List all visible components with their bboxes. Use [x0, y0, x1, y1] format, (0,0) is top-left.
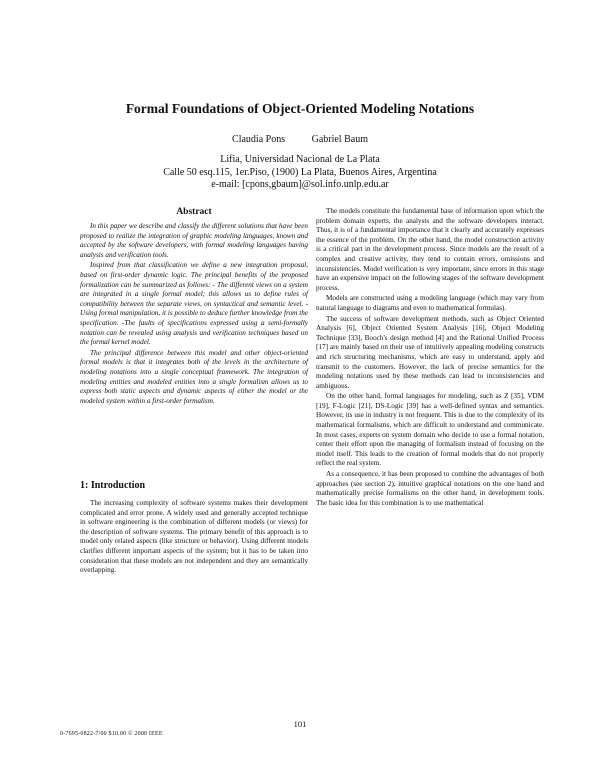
- body-paragraph: The success of software development methods, such as Object Oriented Analysis [6], Object Oriented System Analysis [16], Object Modeling Technique [33], Booch's design method [4] and the Rational Unified Process [17] are mainly based on their use of intuitively appealing modeling constructs and rich structuring mechanisms, which are easy to understand, apply and transmit to the customers. However, the lack of precise semantics for the modeling notations used by these methods can lead to inconsistencies and ambiguous.: [316, 314, 544, 390]
- affiliation-line: Lifia, Universidad Nacional de La Plata: [220, 154, 380, 165]
- abstract-paragraph: Inspired from that classification we define a new integration proposal, based on first-order dynamic logic. The principal benefits of the proposed formalization can be summarized as follows: - The different views on a system are integrated in a single formal model; this allows us to define rules of compatibility between the separate views, on syntactical and semantic level. -Using formal manipulation, it is possible to deduce further knowledge from the specification. -The faults of specifications expressed using a semi-formally notation can be revealed using analysis and verification techniques based on the formal kernel model.: [80, 261, 308, 347]
- author-name: Gabriel Baum: [311, 134, 368, 145]
- abstract-body: [80, 222, 308, 406]
- abstract-paragraph: In this paper we describe and classify the different solutions that have been proposed to realize the integration of graphic modeling languages, known and accepted by the software developers, with formal modeling languages having analysis and verification tools.: [80, 222, 308, 259]
- affiliation-email: e-mail: [cpons,gbaum]@sol.info.unlp.edu.ar: [211, 179, 389, 190]
- right-column-body: [316, 207, 544, 508]
- section-heading-introduction: 1: Introduction: [80, 480, 146, 491]
- body-paragraph: Models are constructed using a modeling language (which may vary from natural language to diagrams and even to mathematical formulas).: [316, 294, 544, 312]
- abstract-paragraph: The principal difference between this model and other object-oriented formal models is that it integrates both of the levels in the architecture of modeling notations into a single conceptual framework. The integration of modeling entities and modeled entities into a single formalism allows us to express both static aspects and dynamic aspects of either the model or the modeled system within a first-order formalism.: [80, 348, 308, 405]
- body-paragraph: On the other hand, formal languages for modeling, such as Z [35], VDM [19], F-Logic [21], DS-Logic [39] has a well-defined syntax and semantics. However, its use in industry is not frequent. This is due to the complexity of its mathematical formalisms, which are difficult to understand and communicate. In most cases, experts on system domain who decide to use a formal notation, center their effort upon the managing of formalism instead of focusing on the model itself. This leads to the creation of formal models that do not properly reflect the real system.: [316, 392, 544, 468]
- affiliation-line: Calle 50 esq.115, 1er.Piso, (1900) La Plata, Buenos Aires, Argentina: [163, 166, 437, 178]
- body-paragraph: As a consequence, it has been proposed to combine the advantages of both approaches (see section 2), intuitive graphical notations on the one hand and mathematically precise formalisms on the other hand, in development tools. The basic idea for this combination is to use mathematical: [316, 470, 544, 507]
- affiliation-block: [0, 154, 600, 192]
- page-number: 101: [293, 719, 307, 729]
- introduction-body: [80, 499, 308, 576]
- author-name: Claudia Pons: [232, 134, 286, 145]
- copyright-code: 0-7695-0822-7/00 $10.00 © 2000 IEEE: [60, 731, 163, 737]
- body-paragraph: The models constitute the fundamental base of information upon which the problem domain experts, the analysts and the software developers interact. Thus, it is of a fundamental importance that it clearly and accurately expresses the essence of the problem. On the other hand, the model construction activity is a critical part in the development process. Since models are the result of a complex and creative activity, they tend to contain errors, omissions and inconsistencies. Model verification is very important, since errors in this stage have an expensive impact on the following stages of the software development process.: [316, 207, 544, 292]
- author-list: [0, 134, 600, 145]
- paper-title: Formal Foundations of Object-Oriented Modeling Notations: [125, 101, 475, 116]
- introduction-paragraph: The increasing complexity of software systems makes their development complicated and error prone. A widely used and generally accepted technique in software engineering is the combination of different models (or views) for the description of software systems. The primary benefit of this approach is to model only related aspects (like structure or behavior). Using different models clarifies different important aspects of the system; but it has to be taken into consideration that these models are not independent and they are semantically overlapping.: [80, 499, 308, 575]
- abstract-heading: Abstract: [176, 207, 212, 217]
